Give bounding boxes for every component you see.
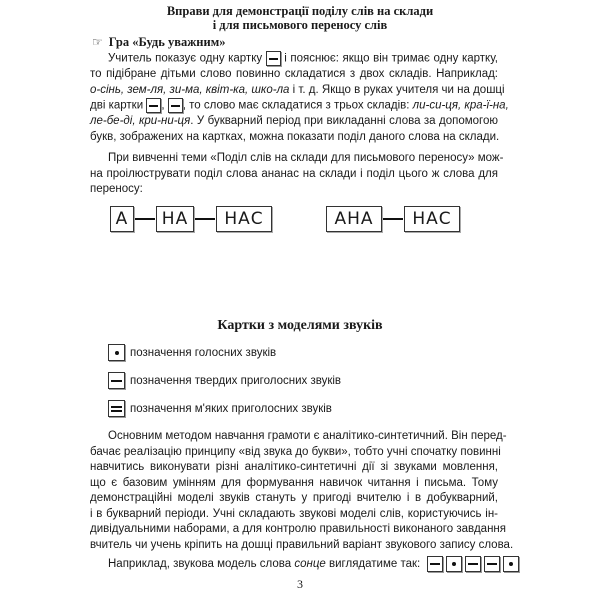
text-fragment: Наприклад, звукова модель слова bbox=[108, 558, 295, 570]
paragraph-1 bbox=[90, 51, 509, 145]
text-fragment: і т. д. Якщо в руках учителя чи на дошці bbox=[292, 83, 505, 96]
example-words: о-сінь, зем-ля, зи-ма, квіт-ка, шко-ла bbox=[90, 83, 290, 96]
single-dash-card-icon bbox=[465, 556, 481, 572]
text-fragment: і пояснює: якщо він тримає одну картку, bbox=[284, 52, 499, 65]
text-line: то підібране дітьми слово повинно складатися з двох складів. Наприклад: bbox=[90, 68, 498, 81]
header-line-1: Вправи для демонстрації поділу слів на склади bbox=[166, 4, 434, 18]
paragraph-2 bbox=[90, 151, 504, 198]
text-line bbox=[90, 114, 498, 130]
hyphen-mark bbox=[383, 218, 403, 220]
text-fragment: Учитель показує одну картку bbox=[108, 52, 263, 65]
text-line: що є базовим умінням для формування навичок читання і письма. Тому bbox=[90, 476, 498, 489]
syllable-card: АНА bbox=[326, 206, 382, 232]
text-line: Основним методом навчання грамоти є аналітико-синтетичний. Він перед- bbox=[108, 430, 507, 442]
double-dash-card-icon bbox=[108, 400, 125, 417]
text-fragment: , то слово має складатися з трьох складів: bbox=[182, 99, 413, 112]
text-fragment: . У букварний період при викладанні слова за допомогою bbox=[190, 115, 499, 128]
text-line bbox=[90, 51, 498, 67]
page-number: 3 bbox=[297, 577, 303, 591]
example-words: ли-си-ця, кра-ї-на, bbox=[412, 99, 509, 112]
single-dash-card-icon bbox=[146, 98, 161, 113]
text-fragment: дві картки bbox=[90, 99, 144, 112]
legend-label: позначення твердих приголосних звуків bbox=[130, 374, 342, 387]
dot-card-icon bbox=[503, 556, 519, 572]
text-line: навчитись виконувати різні аналітико-синтетичні дії зі звуками мовлення, bbox=[90, 461, 498, 473]
text-line: і в букварний періоди. Учні складають звукові моделі слів, користуючись ін- bbox=[90, 507, 498, 520]
dot-card-icon bbox=[446, 556, 462, 572]
paragraph-3 bbox=[90, 429, 514, 553]
syllable-card: А bbox=[110, 206, 134, 232]
header-line-2: і для письмового переносу слів bbox=[212, 18, 388, 32]
text-line: При вивченні теми «Поділ слів на склади для письмового переносу» мож- bbox=[108, 152, 504, 164]
game-title-text: Гра «Будь уважним» bbox=[108, 35, 226, 49]
text-fragment: виглядатиме так: bbox=[325, 558, 421, 570]
single-dash-card-icon bbox=[266, 51, 281, 66]
text-line: букв, зображених на картках, можна показати поділ даного слова на склади. bbox=[90, 130, 500, 143]
legend-hard-consonant bbox=[108, 372, 341, 389]
text-line: дивідуальними наборами, а для контролю правильності виконаного завдання bbox=[90, 523, 507, 535]
text-line bbox=[90, 555, 498, 573]
single-dash-card-icon bbox=[108, 372, 125, 389]
text-line: демонстраційні моделі звуків стануть у пригоді вчителю і в добукварний, bbox=[90, 492, 498, 504]
text-line: на проілюструвати поділ слова ананас на склади і поділ цього ж слова для bbox=[90, 167, 498, 180]
syllable-split-right bbox=[326, 206, 460, 232]
example-words: ле-бе-ді, кри-ни-ця bbox=[90, 115, 191, 128]
single-dash-card-icon bbox=[168, 98, 183, 113]
example-word: сонце bbox=[294, 558, 326, 570]
dot-card-icon bbox=[108, 344, 125, 361]
text-line: переносу: bbox=[90, 183, 143, 195]
legend-label: позначення голосних звуків bbox=[130, 346, 277, 359]
text-line: бачає реалізацію принципу «від звука до букви», тобто учні спочатку повинні bbox=[90, 445, 501, 458]
syllable-card: НА bbox=[156, 206, 194, 232]
syllable-card: НАС bbox=[216, 206, 272, 232]
syllable-card: НАС bbox=[404, 206, 460, 232]
sound-model bbox=[427, 556, 519, 572]
section-title: Картки з моделями звуків bbox=[217, 318, 383, 333]
page-header bbox=[0, 4, 600, 32]
legend-vowel bbox=[108, 344, 276, 361]
pointing-hand-icon: ☞ bbox=[92, 35, 103, 49]
example-line bbox=[90, 555, 498, 573]
text-line bbox=[90, 83, 505, 99]
text-line: вчитель чи учень кріпить на дошці правильний варіант звукового запису слова. bbox=[90, 538, 514, 551]
game-title bbox=[92, 35, 225, 49]
syllable-split-left bbox=[110, 206, 272, 232]
text-line: дві картки , , то слово має складатися з трьох складів: ли-си-ця, кра-ї-на, bbox=[90, 99, 509, 112]
legend-soft-consonant bbox=[108, 400, 332, 417]
single-dash-card-icon bbox=[484, 556, 500, 572]
hyphen-mark bbox=[195, 218, 215, 220]
single-dash-card-icon bbox=[427, 556, 443, 572]
hyphen-mark bbox=[135, 218, 155, 220]
legend-label: позначення м'яких приголосних звуків bbox=[130, 402, 332, 415]
